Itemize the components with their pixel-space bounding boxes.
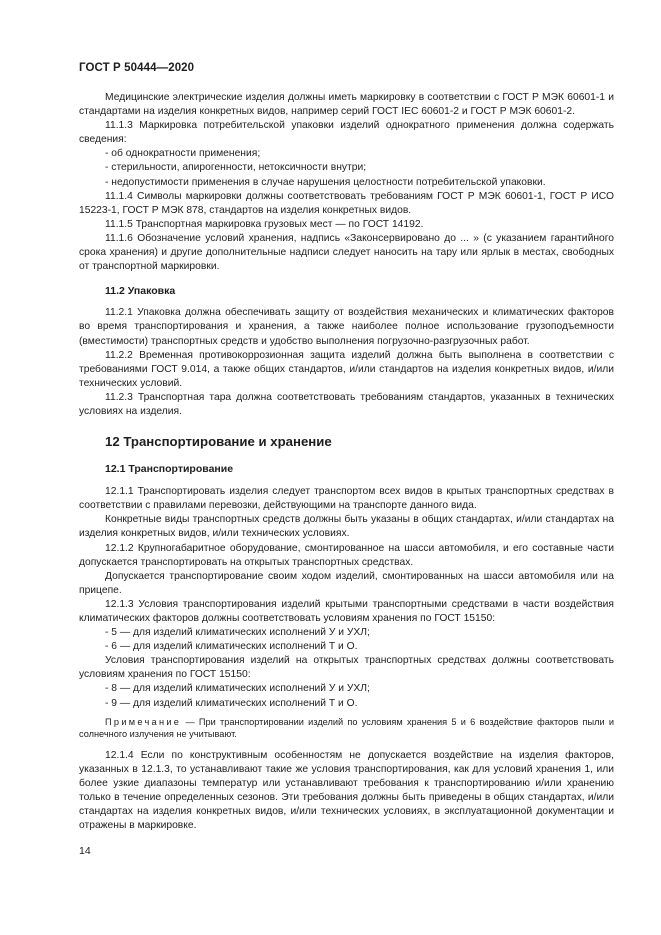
- list-item: - об однократности применения;: [105, 148, 261, 160]
- section-11-2-body: [79, 306, 614, 419]
- list-item: - стерильности, апирогенности, нетоксичности внутри;: [105, 162, 367, 174]
- paragraph: 11.2.2 Временная противокоррозионная защита изделий должна быть выполнена в соответствии с требованиями ГОСТ 9.014, а также общих стандартов, и/или стандартов на изделия конкретных видов, и/или технических условий.: [79, 349, 614, 389]
- paragraph: 11.1.3 Маркировка потребительской упаковки изделий однократного применения должна содержать сведения:: [79, 120, 614, 146]
- paragraph: Конкретные виды транспортных средств должны быть указаны в общих стандартах, и/или стандартах на изделия конкретных видов, и/или технических условиях.: [79, 514, 614, 540]
- paragraph: Медицинские электрические изделия должны иметь маркировку в соответствии с ГОСТ Р МЭК 60601-1 и стандартами на изделия конкретных видов, например серий ГОСТ IEC 60601-2 и ГОСТ Р МЭК 60601-2.: [79, 92, 614, 118]
- paragraph: 12.1.4 Если по конструктивным особенностям не допускается воздействие на изделия факторов, указанных в 12.1.3, то устанавливают такие же условия транспортирования, как для условий хранения 1, или более узкие диапазоны температур или устанавливают требования к транспортированию и/или хранению только в течение определенных сезонов. Эти требования должны быть приведены в общих стандартах, и/или стандартах на изделия конкретных видов, и/или технических условиях, в эксплуатационной документации и отражены в маркировке.: [79, 749, 614, 832]
- paragraph: Допускается транспортирование своим ходом изделий, смонтированных на шасси автомобиля или на прицепе.: [79, 570, 614, 596]
- standard-designation: ГОСТ Р 50444—2020: [79, 62, 195, 74]
- section-12-1-4-body: [79, 749, 614, 834]
- note: [79, 716, 614, 741]
- list-item: - 8 — для изделий климатических исполнений У и УХЛ;: [105, 683, 370, 695]
- paragraph: 12.1.3 Условия транспортирования изделий крытыми транспортными средствами в части воздействия климатических факторов должны соответствовать условиям хранения по ГОСТ 15150:: [79, 598, 614, 624]
- heading-11-2: 11.2 Упаковка: [105, 285, 176, 298]
- list-item: - 5 — для изделий климатических исполнений У и УХЛ;: [105, 627, 370, 639]
- section-12-1-body: [79, 485, 614, 711]
- heading-12-1: 12.1 Транспортирование: [105, 463, 234, 476]
- list-item: - 9 — для изделий климатических исполнений Т и О.: [105, 697, 358, 709]
- paragraph: 11.1.5 Транспортная маркировка грузовых мест — по ГОСТ 14192.: [105, 218, 424, 230]
- paragraph: 11.1.6 Обозначение условий хранения, надпись «Законсервировано до ... » (с указанием гарантийного срока хранения) и другие дополнительные надписи следует наносить на тару или ярлык в местах, свободных от транспортной маркировки.: [79, 232, 614, 273]
- paragraph: 11.2.1 Упаковка должна обеспечивать защиту от воздействия механических и климатических факторов во время транспортирования и хранения, а также наиболее полное использование грузоподъемности (вместимости) транспортных средств и удобство выполнения погрузочно-разгрузочных работ.: [79, 307, 614, 347]
- list-item: - 6 — для изделий климатических исполнений Т и О.: [105, 641, 358, 653]
- page-number: 14: [79, 845, 91, 857]
- page-content: [79, 91, 614, 833]
- paragraph: 11.2.3 Транспортная тара должна соответствовать требованиям стандартов, указанных в технических условиях на изделия.: [79, 391, 614, 417]
- paragraph: Условия транспортирования изделий на открытых транспортных средствах должны соответствовать условиям хранения по ГОСТ 15150:: [79, 655, 614, 681]
- list-item: - недопустимости применения в случае нарушения целостности потребительской упаковки.: [105, 176, 546, 188]
- note-label: Примечание: [105, 716, 182, 727]
- section-11-1-body: [79, 91, 614, 274]
- paragraph: 12.1.2 Крупногабаритное оборудование, смонтированное на шасси автомобиля, и его составные части допускается транспортировать на открытых транспортных средствах.: [79, 542, 614, 568]
- paragraph: 12.1.1 Транспортировать изделия следует транспортом всех видов в крытых транспортных средствах в соответствии с правилами перевозки, действующими на транспорте данного вида.: [79, 486, 614, 512]
- note-text: — При транспортировании изделий по условиям хранения 5 и 6 воздействие факторов пыли и солнечного излучения не учитывают.: [79, 716, 614, 740]
- heading-12: 12 Транспортирование и хранение: [105, 434, 332, 450]
- paragraph: 11.1.4 Символы маркировки должны соответствовать требованиям ГОСТ Р МЭК 60601-1, ГОСТ Р ИСО 15223-1, ГОСТ Р МЭК 878, стандартов на изделия конкретных видов.: [79, 190, 614, 216]
